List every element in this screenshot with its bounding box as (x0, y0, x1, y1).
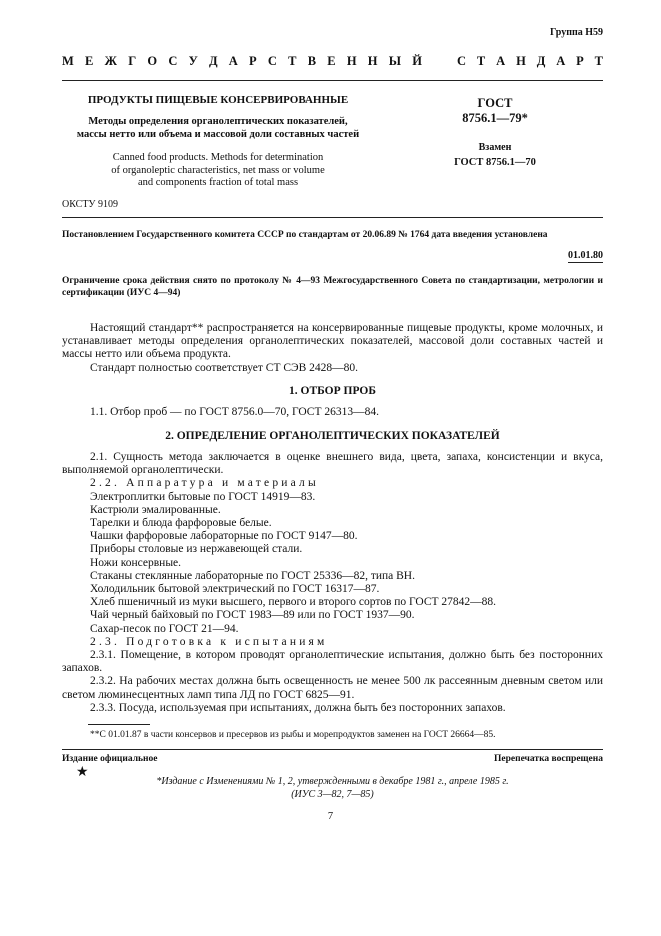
clause-2-3-2: 2.3.2. На рабочих местах должна быть освещенность не менее 500 лк рассеянным дневным светом или светом люминесцентных ламп типа ЛД по ГОСТ 6825—91. (62, 675, 603, 701)
list-item: Стаканы стеклянные лабораторные по ГОСТ 25336—82, типа ВН. (90, 569, 415, 582)
section-2-body (62, 451, 603, 715)
replace-label: Взамен (478, 142, 512, 153)
decree-text: Постановлением Государственного комитета СССР по стандартам от 20.06.89 № 1764 дата введения установлена (62, 230, 548, 240)
banner-standard-letter: Т (594, 54, 603, 68)
subtitle-line-2: массы нетто или объема и массовой доли составных частей (76, 129, 360, 140)
clause-2-3-1: 2.3.1. Помещение, в котором проводят органолептические испытания, должно быть без посторонних запахов. (62, 649, 603, 675)
star-icon: ★ (76, 764, 89, 780)
list-item: Кастрюли эмалированные. (90, 503, 221, 516)
list-item: Хлеб пшеничный из муки высшего, первого и второго сортов по ГОСТ 27842—88. (90, 596, 497, 609)
official-edition-label: Издание официальное (62, 754, 158, 764)
banner-interstate-letter: Д (208, 54, 218, 68)
standard-banner (62, 54, 603, 69)
conformity-paragraph: Стандарт полностью соответствует СТ СЭВ 2428—80. (90, 362, 359, 374)
footer-divider (62, 749, 603, 750)
section-1-heading: 1. ОТБОР ПРОБ (289, 385, 376, 397)
banner-standard-letter: С (457, 54, 467, 68)
list-item: Приборы столовые из нержавеющей стали. (90, 543, 303, 556)
english-title-line-3: and components fraction of total mass (137, 177, 299, 188)
banner-interstate-letter: У (188, 54, 198, 68)
banner-standard-letter: Д (536, 54, 546, 68)
banner-interstate-letter: С (267, 54, 277, 68)
list-item: Сахар-песок по ГОСТ 21—94. (90, 622, 239, 635)
list-item: Тарелки и блюда фарфоровые белые. (90, 517, 272, 530)
edition-note-line-1: *Издание с Изменениями № 1, 2, утвержденными в декабре 1981 г., апреле 1985 г. (156, 776, 509, 787)
edition-note (62, 775, 603, 801)
gost-number: 8756.1—79* (462, 111, 528, 125)
banner-standard-letter: Р (576, 54, 584, 68)
list-item: Электроплитки бытовые по ГОСТ 14919—83. (90, 490, 316, 503)
replaced-standard: ГОСТ 8756.1—70 (454, 157, 536, 168)
list-item: Холодильник бытовой электрический по ГОСТ 16317—87. (90, 583, 380, 596)
document-subtitle (62, 115, 374, 141)
reprint-prohibited-label: Перепечатка воспрещена (493, 754, 603, 764)
footnote: **С 01.01.87 в части консервов и пресервов из рыбы и морепродуктов заменен на ГОСТ 26664—85. (90, 730, 496, 740)
clause-1-1: 1.1. Отбор проб — по ГОСТ 8756.0—70, ГОСТ 26313—84. (90, 406, 379, 418)
edition-note-line-2: (ИУС 3—82, 7—85) (291, 789, 374, 800)
banner-interstate-letter: Й (412, 54, 422, 68)
list-item: Чашки фарфоровые лабораторные по ГОСТ 9147—80. (90, 530, 358, 543)
footnote-divider (88, 724, 150, 725)
banner-interstate (62, 54, 422, 69)
banner-interstate-letter: Н (367, 54, 378, 68)
banner-standard-letter: А (496, 54, 506, 68)
list-item: Ножи консервные. (90, 556, 182, 569)
banner-interstate-letter: А (228, 54, 238, 68)
banner-interstate-letter: В (307, 54, 317, 68)
clause-2-3-heading: 2.3. Подготовка к испытаниям (90, 635, 328, 648)
title-divider (62, 217, 603, 218)
page-number: 7 (327, 811, 334, 822)
banner-standard-letter: А (556, 54, 566, 68)
banner-interstate-letter: С (168, 54, 178, 68)
gost-label: ГОСТ (477, 96, 513, 110)
group-code: Группа Н59 (550, 27, 603, 38)
english-title-line-2: of organoleptic characteristics, net mass or volume (111, 164, 325, 176)
document-title: ПРОДУКТЫ ПИЩЕВЫЕ КОНСЕРВИРОВАННЫЕ (87, 94, 349, 106)
banner-interstate-letter: О (147, 54, 158, 68)
equipment-list (62, 491, 603, 636)
header-divider (62, 80, 603, 81)
english-title-line-1: Canned food products. Methods for determination (112, 152, 324, 163)
banner-interstate-letter: Н (346, 54, 357, 68)
section-2-heading: 2. ОПРЕДЕЛЕНИЕ ОРГАНОЛЕПТИЧЕСКИХ ПОКАЗАТЕЛЕЙ (165, 430, 500, 442)
banner-interstate-letter: Ы (388, 54, 402, 68)
clause-2-3-3: 2.3.3. Посуда, используемая при испытаниях, должна быть без посторонних запахов. (90, 701, 506, 714)
banner-interstate-letter: Е (85, 54, 94, 68)
subtitle-line-1: Методы определения органолептических показателей, (88, 116, 348, 127)
banner-interstate-letter: Ж (104, 54, 117, 68)
scope-paragraph: Настоящий стандарт** распространяется на консервированные пищевые продукты, кроме молочных, и устанавливает методы определения органолептических показателей, массовой доли составных частей и массы нетто или объема продукта. (62, 322, 603, 361)
banner-interstate-letter: М (62, 54, 74, 68)
list-item: Чай черный байховый по ГОСТ 1983—89 или по ГОСТ 1937—90. (90, 609, 415, 622)
banner-standard-letter: Т (476, 54, 486, 68)
introduction-date: 01.01.80 (568, 250, 603, 261)
clause-2-1: 2.1. Сущность метода заключается в оценке внешнего вида, цвета, запаха, консистенции и вкуса, выполняемой органолептически. (62, 451, 603, 477)
gost-designation (420, 96, 570, 126)
banner-interstate-letter: Т (288, 54, 297, 68)
banner-interstate-letter: Р (249, 54, 257, 68)
english-title (62, 152, 374, 190)
banner-interstate-letter: Г (128, 54, 137, 68)
okstu-code: ОКСТУ 9109 (62, 199, 119, 210)
banner-interstate-letter: Е (327, 54, 336, 68)
validity-limit-note: Ограничение срока действия снято по протоколу № 4—93 Межгосударственного Совета по стандартизации, метрологии и сертификации (ИУС 4—94) (62, 276, 603, 298)
banner-standard-letter: Н (516, 54, 526, 68)
banner-standard (457, 54, 603, 69)
clause-2-2-heading: 2.2. Аппаратура и материалы (90, 477, 319, 490)
